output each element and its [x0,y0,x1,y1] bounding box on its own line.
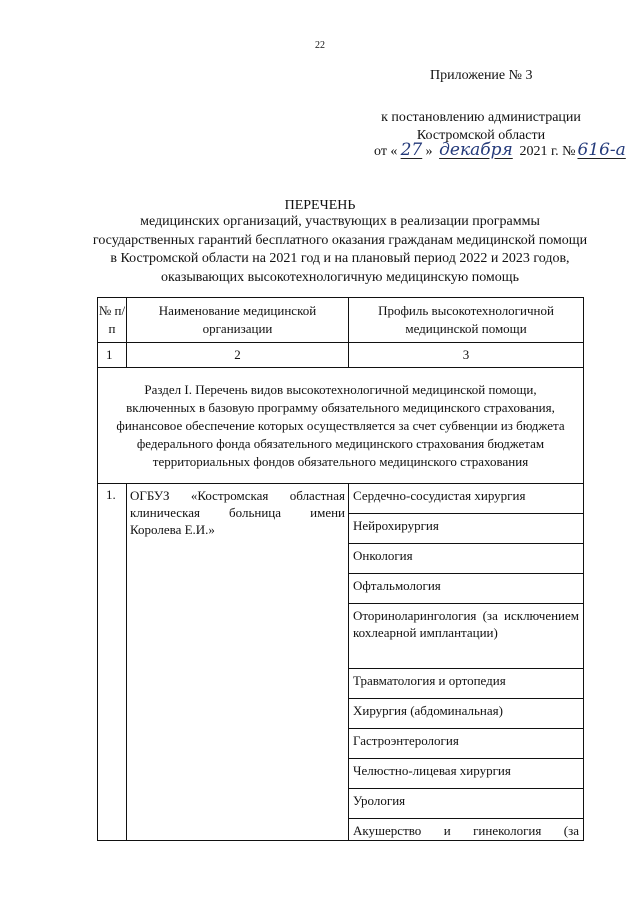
section-title: Раздел I. Перечень видов высокотехнологичной медицинской помощи, включенных в базовую программу обязательного медицинского страхования, финансовое обеспечение которых осуществляется за счет субвенции из бюджета федерального фонда обязательного медицинского страхования бюджетам территориальных фондов обязательного медицинского страхования [98,368,584,484]
profile-item: Онкология [349,544,584,574]
document-subtitle: медицинских организаций, участвующих в реализации программы государственных гарантий бесплатного оказания гражданам медицинской помощи в Костромской области на 2021 год и на плановый период 2022 и 2023 годов, оказывающих высокотехнологичную медицинскую помощь [92,214,588,285]
org-name: ОГБУЗ «Костромская областная клиническая больница имени Королева Е.И.» [127,484,349,841]
column-number-row [98,343,584,368]
page-number: 22 [315,40,325,51]
table-header-row [98,298,584,343]
decree-line-2: Костромской области [416,128,546,143]
profile-item: Урология [349,789,584,819]
column-number-3: 3 [349,343,584,368]
date-prefix: от « [374,144,398,159]
header-organization: Наименование медицинской организации [127,298,349,343]
table-row [98,484,584,514]
profile-item: Сердечно-сосудистая хирургия [349,484,584,514]
section-row [98,368,584,484]
handwritten-decree-number: 616-а [577,140,626,160]
handwritten-month: декабря [439,140,513,160]
profile-item: Оториноларингология (за исключением кохлеарной имплантации) [349,604,584,669]
column-number-1: 1 [98,343,127,368]
profile-item: Травматология и ортопедия [349,669,584,699]
profile-item: Челюстно-лицевая хирургия [349,759,584,789]
profile-item: Нейрохирургия [349,514,584,544]
appendix-title: Приложение № 3 [430,68,533,83]
header-num: № п/п [98,298,127,343]
document-title: ПЕРЕЧЕНЬ [284,198,356,213]
header-profile: Профиль высокотехнологичной медицинской помощи [349,298,584,343]
handwritten-day: 27 [400,140,423,160]
profile-item: Офтальмология [349,574,584,604]
profile-item: Акушерство и гинекология (за [349,819,584,841]
organizations-table [97,297,584,841]
decree-date-line [374,140,633,160]
decree-line-1: к постановлению администрации [381,110,581,125]
column-number-2: 2 [127,343,349,368]
profile-item: Гастроэнтерология [349,729,584,759]
org-number: 1. [98,484,127,841]
date-mid: » [425,144,433,159]
profile-item: Хирургия (абдоминальная) [349,699,584,729]
date-year: 2021 г. № [519,144,576,159]
